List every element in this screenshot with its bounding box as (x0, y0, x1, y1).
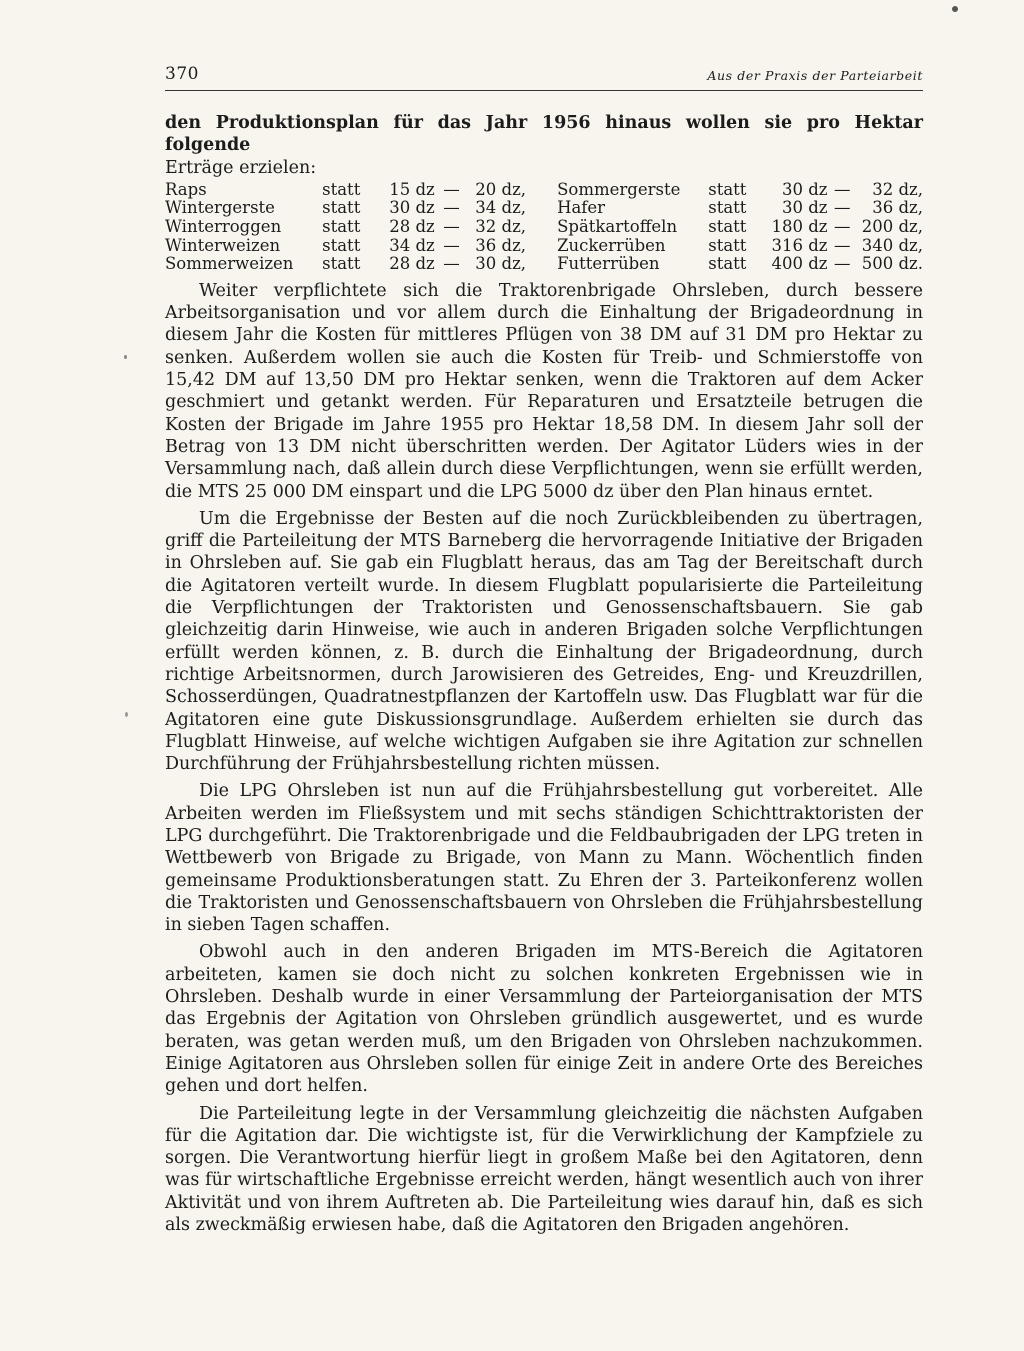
column-gap (526, 218, 557, 237)
statt-label: statt (708, 235, 747, 255)
statt-label: statt (322, 254, 361, 274)
crop-name: Hafer (557, 198, 606, 218)
page-body (165, 112, 923, 1236)
new-yield: 36 dz, (872, 198, 923, 218)
crop-name: Wintergerste (165, 198, 275, 218)
new-yield: 200 dz, (861, 217, 923, 237)
dash-separator: — (834, 217, 851, 237)
old-yield: 30 dz (781, 179, 828, 199)
scan-speck (124, 355, 127, 359)
new-yield: 32 dz, (475, 217, 527, 237)
statt-label: statt (322, 198, 361, 218)
new-yield: 500 dz. (861, 254, 923, 274)
new-yield: 36 dz, (475, 235, 527, 255)
table-row (165, 237, 923, 256)
crop-name: Sommergerste (557, 179, 681, 199)
dash-separator: — (443, 254, 460, 274)
old-yield: 15 dz (389, 179, 435, 199)
dash-separator: — (834, 254, 851, 274)
old-yield: 28 dz (389, 217, 435, 237)
dash-separator: — (834, 198, 851, 218)
statt-label: statt (322, 235, 361, 255)
statt-label: statt (322, 179, 361, 199)
new-yield: 30 dz, (475, 254, 527, 274)
dash-separator: — (443, 198, 460, 218)
new-yield: 34 dz, (475, 198, 527, 218)
intro-sentence (165, 112, 923, 179)
paragraph-lpg-preparation: Die LPG Ohrsleben ist nun auf die Frühjahrsbestellung gut vorbereitet. Alle Arbeiten werden im Fließsystem und mit sechs ständigen Schichttraktoristen der LPG durchgeführt. Die Traktorenbrigade und die Feldbaubrigaden der LPG treten in Wettbewerb von Brigade zu Brigade, von Mann zu Mann. Wöchentlich finden gemeinsame Produktionsberatungen statt. Zu Ehren der 3. Parteikonferenz wollen die Traktoristen und Genossenschaftsbauern von Ohrsleben die Frühjahrsbestellung in sieben Tagen schaffen. (165, 781, 923, 936)
running-title: Aus der Praxis der Parteiarbeit (707, 68, 923, 83)
crop-name: Sommerweizen (165, 254, 294, 274)
intro-line-2: Erträge erzielen: (165, 157, 317, 178)
dash-separator: — (443, 235, 460, 255)
crop-name: Raps (165, 179, 207, 199)
statt-label: statt (708, 217, 747, 237)
paragraph-cost-commitments: Weiter verpflichtete sich die Traktorenbrigade Ohrsleben, durch bessere Arbeitsorganisation und vor allem durch die Einhaltung der Brigadeordnung in diesem Jahr die Kosten für mittleres Pflügen von 38 DM auf 31 DM pro Hektar zu senken. Außerdem wollen sie auch die Kosten für Treib- und Schmierstoffe von 15,42 DM auf 13,50 DM pro Hektar senken, wenn die Traktoren auf dem Acker geschmiert und getankt werden. Für Reparaturen und Ersatzteile betrugen die Kosten der Brigade im Jahre 1955 pro Hektar 18,58 DM. In diesem Jahr soll der Betrag von 13 DM nicht überschritten werden. Der Agitator Lüders wies in der Versammlung nach, daß allein durch diese Verpflichtungen, wenn sie erfüllt werden, die MTS 25 000 DM einspart und die LPG 5000 dz über den Plan hinaus erntet. (165, 280, 923, 502)
statt-label: statt (708, 254, 747, 274)
dash-separator: — (834, 179, 851, 199)
crop-name: Futterrüben (557, 254, 660, 274)
new-yield: 32 dz, (872, 179, 923, 199)
new-yield: 20 dz, (475, 179, 527, 199)
dash-separator: — (834, 235, 851, 255)
statt-label: statt (322, 217, 361, 237)
old-yield: 180 dz (771, 217, 828, 237)
column-gap (526, 255, 557, 274)
scan-speck (125, 712, 128, 717)
old-yield: 316 dz (771, 235, 828, 255)
crop-name: Winterweizen (165, 235, 281, 255)
dash-separator: — (443, 217, 460, 237)
crop-name: Zuckerrüben (557, 235, 666, 255)
paragraph-other-brigades: Obwohl auch in den anderen Brigaden im MTS-Bereich die Agitatoren arbeiteten, kamen sie doch nicht zu solchen konkreten Ergebnissen wie in Ohrsleben. Deshalb wurde in einer Versammlung der Parteiorganisation der MTS das Ergebnis der Agitation von Ohrsleben gründlich ausgewertet, und es wurde beraten, was getan werden muß, um den Brigaden von Ohrsleben nachzukommen. Einige Agitatoren aus Ohrsleben sollen für einige Zeit in andere Orte des Bereiches gehen und dort helfen. (165, 942, 923, 1097)
table-row (165, 255, 923, 274)
page-number: 370 (165, 64, 199, 84)
scan-speck (952, 6, 958, 12)
old-yield: 400 dz (771, 254, 828, 274)
old-yield: 30 dz (389, 198, 435, 218)
column-gap (526, 237, 557, 256)
page-header (165, 62, 923, 91)
yield-table-body (165, 181, 923, 274)
column-gap (526, 181, 557, 200)
statt-label: statt (708, 198, 747, 218)
old-yield: 28 dz (389, 254, 435, 274)
column-gap (526, 199, 557, 218)
paragraph-next-tasks: Die Parteileitung legte in der Versammlung gleichzeitig die nächsten Aufgaben für die Agitation dar. Die wichtigste ist, für die Verwirklichung der Kampfziele zu sorgen. Die Verantwortung hierfür liegt in großem Maße bei den Agitatoren, denn was für wirtschaftliche Ergebnisse erreicht werden, hängt wesentlich auch von ihrer Aktivität und von ihrem Auftreten ab. Die Parteileitung wies darauf hin, daß es sich als zweckmäßig erwiesen habe, daß die Agitatoren den Brigaden angehören. (165, 1103, 923, 1236)
old-yield: 34 dz (389, 235, 435, 255)
new-yield: 340 dz, (861, 235, 923, 255)
table-row (165, 218, 923, 237)
crop-name: Winterroggen (165, 217, 282, 237)
yield-table (165, 181, 923, 274)
table-row (165, 199, 923, 218)
table-row (165, 181, 923, 200)
dash-separator: — (443, 179, 460, 199)
intro-line-1: den Produktionsplan für das Jahr 1956 hinaus wollen sie pro Hektar folgende (165, 113, 923, 156)
old-yield: 30 dz (781, 198, 828, 218)
statt-label: statt (708, 179, 747, 199)
paragraph-leaflet: Um die Ergebnisse der Besten auf die noch Zurückbleibenden zu übertragen, griff die Parteileitung der MTS Barneberg die hervorragende Initiative der Brigaden in Ohrsleben auf. Sie gab ein Flugblatt heraus, das am Tag der Bereitschaft durch die Agitatoren verteilt wurde. In diesem Flugblatt popularisierte die Parteileitung die Verpflichtungen der Traktoristen und Genossenschaftsbauern. Sie gab gleichzeitig darin Hinweise, wie auch in anderen Brigaden solche Verpflichtungen erfüllt werden können, z. B. durch die Einhaltung der Brigadeordnung, durch richtige Arbeitsnormen, durch Jarowisieren des Getreides, Eng- und Kreuzdrillen, Schosserdüngen, Quadratnestpflanzen der Kartoffeln usw. Das Flugblatt war für die Agitatoren eine gute Diskussionsgrundlage. Außerdem erhielten sie durch das Flugblatt Hinweise, auf welche wichtigen Aufgaben sie ihre Agitation zur schnellen Durchführung der Frühjahrsbestellung richten müssen. (165, 508, 923, 775)
crop-name: Spätkartoffeln (557, 217, 678, 237)
